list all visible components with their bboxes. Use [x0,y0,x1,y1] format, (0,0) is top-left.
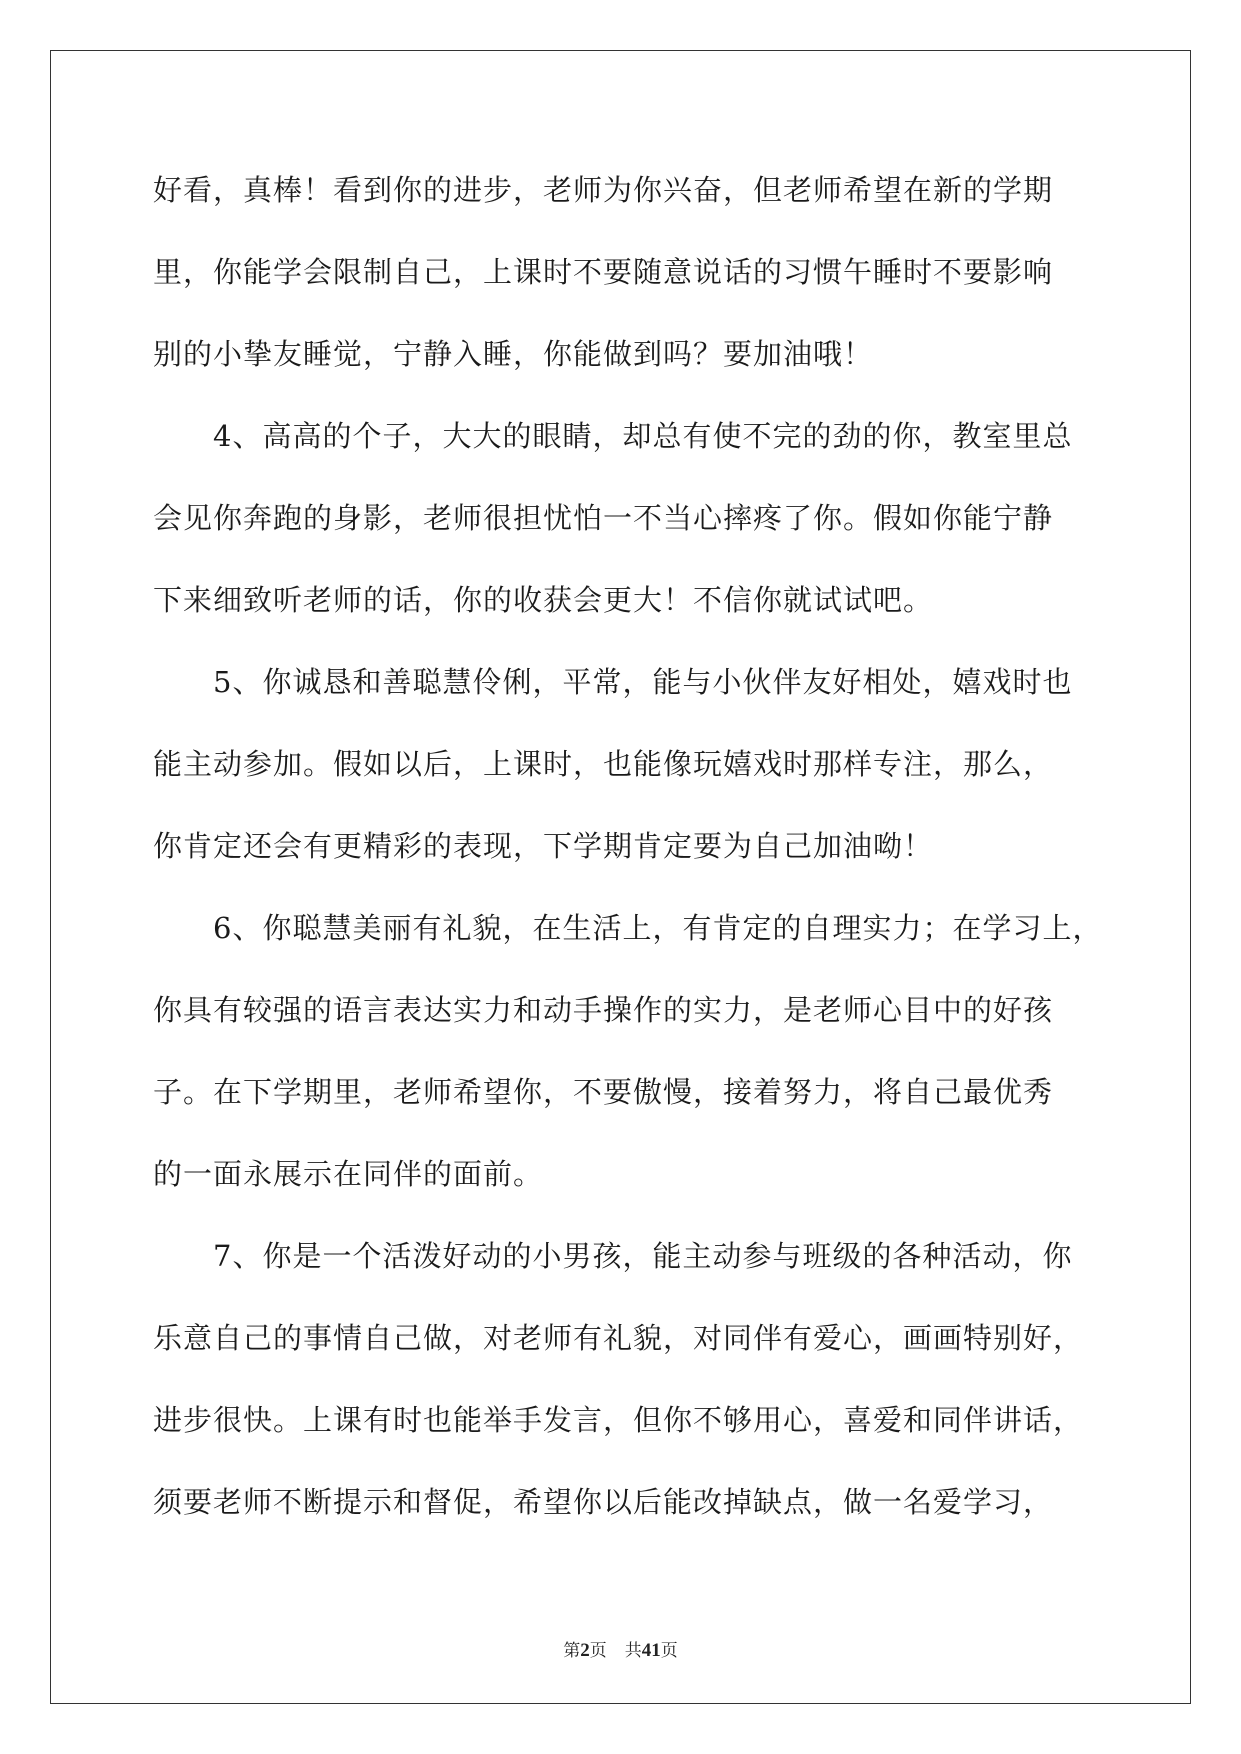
document-body [153,160,1103,1554]
text-line: 你具有较强的语言表达实力和动手操作的实力，是老师心目中的好孩 [153,993,1054,1027]
text-line: 你肯定还会有更精彩的表现，下学期肯定要为自己加油呦！ [153,829,934,863]
text-line: 进步很快。上课有时也能举手发言，但你不够用心，喜爱和同伴讲话， [153,1403,1084,1437]
text-line: 的一面永展示在同伴的面前。 [153,1157,544,1191]
total-suffix: 页 [660,1641,678,1661]
page-prefix: 第 [563,1641,581,1661]
total-pages: 41 [641,1640,661,1661]
text-line: 里，你能学会限制自己，上课时不要随意说话的习惯午睡时不要影响 [153,255,1054,289]
text-line: 6、你聪慧美丽有礼貌，在生活上，有肯定的自理实力；在学习上， [153,911,1103,945]
text-line: 会见你奔跑的身影，老师很担忧怕一不当心摔疼了你。假如你能宁静 [153,501,1054,535]
text-line: 能主动参加。假如以后，上课时，也能像玩嬉戏时那样专注，那么， [153,747,1054,781]
text-line: 子。在下学期里，老师希望你，不要傲慢，接着努力，将自己最优秀 [153,1075,1054,1109]
text-line: 乐意自己的事情自己做，对老师有礼貌，对同伴有爱心，画画特别好， [153,1321,1084,1355]
text-line: 别的小挚友睡觉，宁静入睡，你能做到吗？要加油哦！ [153,337,874,371]
page-suffix: 页 [589,1641,607,1661]
text-line: 7、你是一个活泼好动的小男孩，能主动参与班级的各种活动，你 [153,1239,1073,1273]
text-line: 下来细致听老师的话，你的收获会更大！不信你就试试吧。 [153,583,934,617]
page-footer [0,1636,1241,1662]
total-prefix: 共 [624,1641,642,1661]
text-line: 好看，真棒！看到你的进步，老师为你兴奋，但老师希望在新的学期 [153,173,1054,207]
page-number: 2 [580,1640,590,1661]
text-line: 5、你诚恳和善聪慧伶俐，平常，能与小伙伴友好相处，嬉戏时也 [153,665,1073,699]
text-line: 须要老师不断提示和督促，希望你以后能改掉缺点，做一名爱学习， [153,1485,1054,1519]
text-line: 4、高高的个子，大大的眼睛，却总有使不完的劲的你，教室里总 [153,419,1073,453]
